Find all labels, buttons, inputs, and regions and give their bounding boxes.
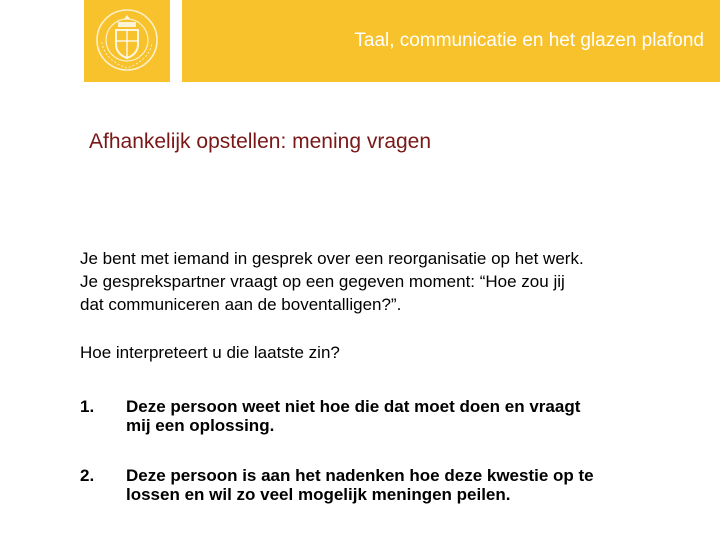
slide-header	[0, 0, 720, 82]
intro-line: Je gesprekspartner vraagt op een gegeven moment: “Hoe zou jij	[80, 272, 565, 291]
option-line: Deze persoon is aan het nadenken hoe deze kwestie op te	[126, 466, 594, 485]
presentation-title: Taal, communicatie en het glazen plafond	[354, 30, 704, 51]
option-text	[126, 466, 660, 504]
option-line: lossen en wil zo veel mogelijk meningen peilen.	[126, 485, 511, 504]
option-line: Deze persoon weet niet hoe die dat moet doen en vraagt	[126, 397, 581, 416]
option-line: mij een oplossing.	[126, 416, 275, 435]
intro-text	[80, 247, 680, 316]
option-number: 1.	[80, 397, 95, 416]
question-text: Hoe interpreteert u die laatste zin?	[80, 343, 340, 362]
intro-line: Je bent met iemand in gesprek over een reorganisatie op het werk.	[80, 249, 584, 268]
title-bar	[182, 0, 720, 82]
slide-heading: Afhankelijk opstellen: mening vragen	[89, 130, 432, 153]
intro-line: dat communiceren aan de boventalligen?”.	[80, 295, 402, 314]
option-text	[126, 397, 660, 435]
university-seal-icon	[94, 6, 160, 74]
logo-box	[84, 0, 170, 82]
option-number: 2.	[80, 466, 95, 485]
